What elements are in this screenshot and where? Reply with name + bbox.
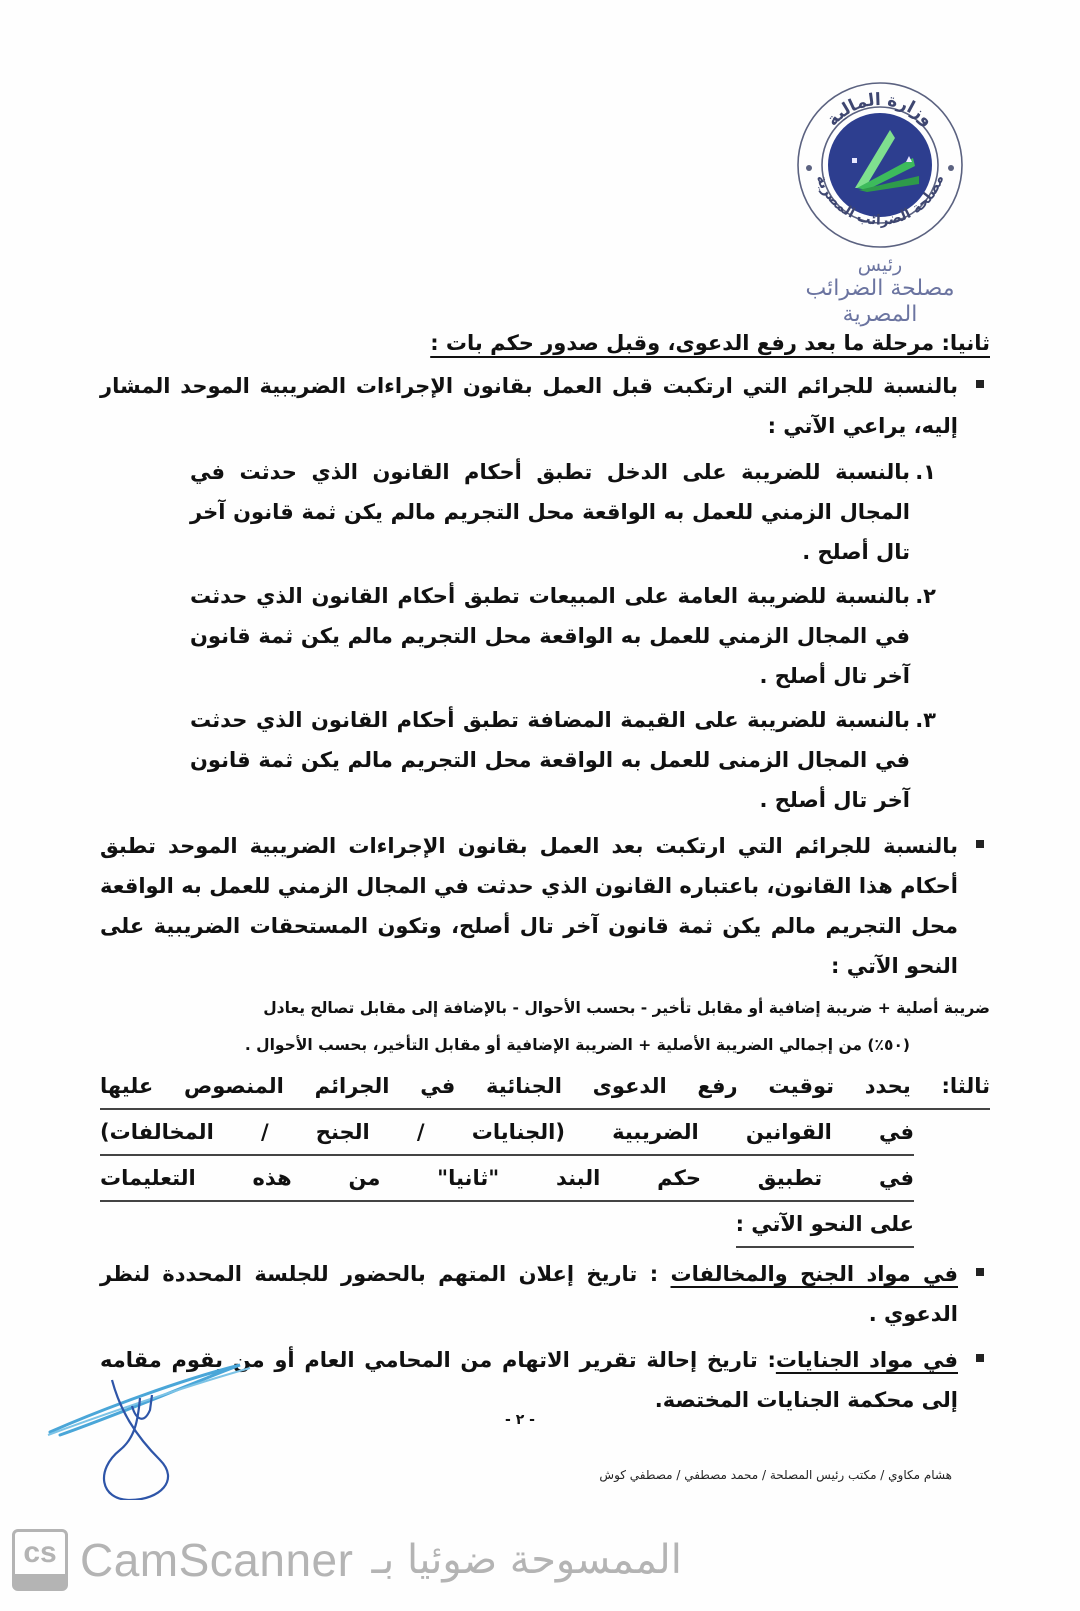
tax-authority-emblem-icon (795, 80, 965, 250)
letterhead (770, 80, 990, 327)
formula-line-2: (٥٠٪) من إجمالي الضريبة الأصلية + الضريبة الإضافية أو مقابل التأخير، بحسب الأحوال . (244, 1036, 910, 1054)
letterhead-subtitle: مصلحة الضرائب المصرية (805, 276, 955, 327)
section-3-heading-line-1: ثالثا: يحدد توقيت رفع الدعوى الجنائية في الجرائم المنصوص عليها (100, 1064, 990, 1110)
page-number: - ٢ - (505, 1412, 535, 1428)
svg-text:وزارة المالية: وزارة المالية (822, 89, 938, 131)
bullet-label: في مواد الجنايات (775, 1348, 958, 1372)
section-3 (100, 1064, 990, 1248)
section-3-heading-line-2: في القوانين الضريبية (الجنايات / الجنح / المخالفات) (100, 1110, 914, 1156)
numbered-item-1 (190, 452, 970, 572)
bullet-text: بالنسبة للجرائم التي ارتكبت قبل العمل بقانون الإجراءات الضريبية الموحد المشار إليه، يراعي الآتي : (100, 374, 958, 438)
square-bullet-icon (976, 1354, 984, 1362)
document-body (100, 326, 990, 1420)
signature-icon (40, 1340, 280, 1500)
letterhead-title: رئيس (857, 254, 903, 276)
camscanner-logo-icon: cs (12, 1529, 68, 1591)
square-bullet-icon (976, 380, 984, 388)
section-3-heading-line-3: في تطبيق حكم البند "ثانيا" من هذه التعليمات (100, 1156, 914, 1202)
bullet-misdemeanors (100, 1254, 990, 1334)
section-2-heading: ثانيا: مرحلة ما بعد رفع الدعوى، وقبل صدور حكم بات : (430, 331, 990, 355)
item-number: ٢. (915, 584, 936, 608)
bullet-text: : تاريخ إحالة تقرير الاتهام من المحامي العام أو من يقوم مقامه إلى محكمة الجنايات المختصة. (100, 1348, 958, 1412)
bullet-before-law (100, 366, 990, 446)
bullet-text: : تاريخ إعلان المتهم بالحضور للجلسة المحددة لنظر الدعوي . (100, 1262, 958, 1326)
square-bullet-icon (976, 1268, 984, 1276)
item-text: بالنسبة للضريبة على القيمة المضافة تطبق أحكام القانون الذي حدثت في المجال الزمنى للعمل به الواقعة محل التجريم مالم يكن ثمة قانون آخر تال أصلح . (190, 708, 910, 812)
formula-line-1: ضريبة أصلية + ضريبة إضافية أو مقابل تأخير - بحسب الأحوال - بالإضافة إلى مقابل تصالح يعادل (263, 999, 990, 1017)
bullet-text: بالنسبة للجرائم التي ارتكبت بعد العمل بقانون الإجراءات الضريبية الموحد تطبق أحكام هذا القانون، باعتباره القانون الذي حدثت في المجال الزمني للعمل به الواقعة محل التجريم مالم يكن ثمة قانون آخر تال أصلح، وتكون المستحقات الضريبية على النحو الآتي : (100, 834, 958, 978)
item-number: ٣. (915, 708, 936, 732)
item-text: بالنسبة للضريبة على الدخل تطبق أحكام القانون الذي حدثت في المجال الزمني للعمل به الواقعة محل التجريم مالم يكن ثمة قانون آخر تال أصلح . (190, 460, 910, 564)
section-3-heading-line-4: على النحو الآتي : (736, 1202, 914, 1248)
watermark-arabic-text: الممسوحة ضوئيا بـ (371, 1537, 682, 1583)
numbered-item-3 (190, 700, 970, 820)
numbered-item-2 (190, 576, 970, 696)
ministry-seal-logo (795, 80, 965, 250)
item-number: ١. (915, 460, 936, 484)
watermark-brand: CamScanner (80, 1534, 354, 1586)
footer-routing-names: هشام مكاوي / مكتب رئيس المصلحة / محمد مصطفي / مصطفي كوش (599, 1468, 952, 1482)
camscanner-watermark (12, 1530, 682, 1590)
square-bullet-icon (976, 840, 984, 848)
svg-text:مصلحة الضرائب المصرية: مصلحة الضرائب المصرية (812, 172, 948, 229)
bullet-label: في مواد الجنح والمخالفات (670, 1262, 958, 1286)
bullet-after-law (100, 826, 990, 986)
item-text: بالنسبة للضريبة العامة على المبيعات تطبق أحكام القانون الذي حدثت في المجال الزمني للعمل به الواقعة محل التجريم مالم يكن ثمة قانون آخر تال أصلح . (190, 584, 910, 688)
